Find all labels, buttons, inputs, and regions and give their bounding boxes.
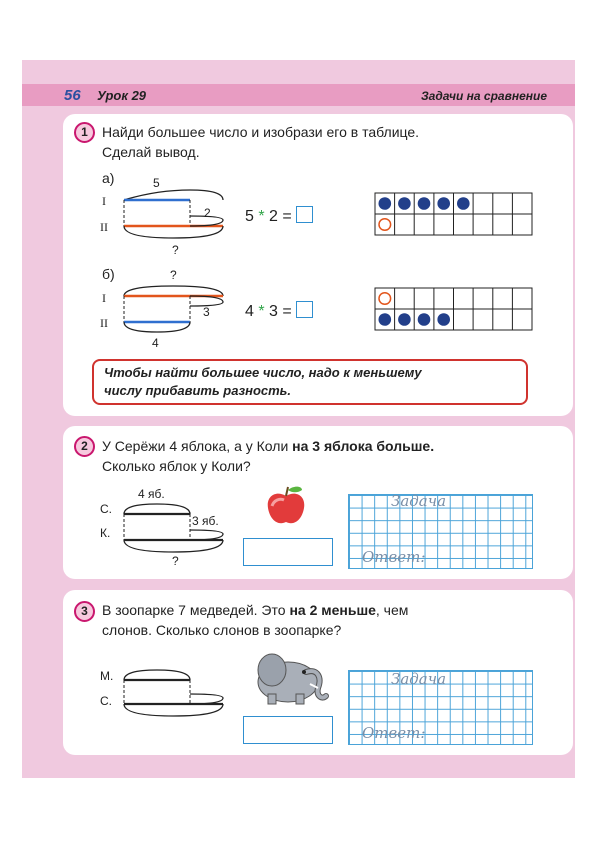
part-b-eq-star: * bbox=[258, 303, 265, 320]
part-b-eq-right: 3 bbox=[269, 303, 278, 320]
part-b-side-value: 3 bbox=[203, 305, 210, 319]
task3-text-line1 bbox=[102, 600, 408, 620]
part-a-table bbox=[375, 193, 535, 237]
part-b-bottom-value: 4 bbox=[152, 336, 159, 350]
part-a-row2: II bbox=[100, 220, 108, 234]
part-a-bottom-value: ? bbox=[172, 243, 179, 257]
part-b-row2: II bbox=[100, 316, 108, 330]
part-b-answer-box[interactable] bbox=[296, 301, 313, 318]
part-a-row1: I bbox=[102, 194, 106, 208]
task3-grid-title: Задача bbox=[391, 670, 447, 688]
task3-diagram bbox=[120, 666, 230, 722]
task3-text-bold: на 2 меньше bbox=[289, 602, 376, 618]
topic-title: Задачи на сравнение bbox=[420, 89, 547, 103]
part-b-equation bbox=[245, 301, 313, 321]
part-b-table bbox=[375, 288, 535, 332]
rule-line2: числу прибавить разность. bbox=[104, 383, 292, 398]
apple-image bbox=[264, 484, 308, 528]
part-b-label: б) bbox=[102, 266, 115, 282]
task2-text-line2: Сколько яблок у Коли? bbox=[102, 458, 251, 474]
task3-label-top: М. bbox=[100, 669, 114, 683]
task3-text-before: В зоопарке 7 медведей. Это bbox=[102, 602, 290, 618]
task3-text-line2: слонов. Сколько слонов в зоопарке? bbox=[102, 622, 342, 638]
part-a-top-value: 5 bbox=[153, 176, 160, 190]
task2-side-value: 3 яб. bbox=[192, 514, 219, 528]
task3-number: 3 bbox=[74, 601, 95, 622]
task2-top-value: 4 яб. bbox=[138, 487, 165, 501]
task1-number: 1 bbox=[74, 122, 95, 143]
task2-text-bold: на 3 яблока больше. bbox=[292, 438, 435, 454]
part-a-side-value: 2 bbox=[204, 206, 211, 220]
task3-grid-answer: Ответ: bbox=[362, 724, 426, 742]
task2-grid-title: Задача bbox=[391, 492, 447, 510]
task2-diagram bbox=[120, 500, 230, 556]
part-a-eq-sign: = bbox=[282, 208, 292, 225]
task1-text-line1: Найди большее число и изобрази его в таблице. bbox=[102, 124, 420, 140]
task2-grid-answer: Ответ: bbox=[362, 548, 426, 566]
task2-text-line1 bbox=[102, 436, 434, 456]
task3-answer-box[interactable] bbox=[243, 716, 333, 744]
task2-text-before: У Серёжи 4 яблока, а у Коли bbox=[102, 438, 293, 454]
part-b-top-value: ? bbox=[170, 268, 177, 282]
task2-answer-box[interactable] bbox=[243, 538, 333, 566]
part-a-eq-star: * bbox=[258, 208, 265, 225]
part-a-diagram bbox=[120, 190, 230, 240]
page-number: 56 bbox=[64, 87, 81, 104]
rule-box bbox=[92, 359, 528, 405]
task2-label-bottom: К. bbox=[100, 526, 111, 540]
part-b-eq-sign: = bbox=[282, 303, 292, 320]
task1-text-line2: Сделай вывод. bbox=[102, 144, 200, 160]
task3-text-after: , чем bbox=[375, 602, 409, 618]
part-a-answer-box[interactable] bbox=[296, 206, 313, 223]
part-a-label: а) bbox=[102, 170, 115, 186]
rule-line1: Чтобы найти большее число, надо к меньшему bbox=[104, 365, 422, 380]
task3-label-bottom: С. bbox=[100, 694, 112, 708]
part-a-eq-left: 5 bbox=[245, 208, 254, 225]
part-b-eq-left: 4 bbox=[245, 303, 254, 320]
task2-number: 2 bbox=[74, 436, 95, 457]
elephant-image bbox=[248, 646, 332, 708]
part-b-diagram bbox=[120, 286, 230, 336]
part-b-row1: I bbox=[102, 291, 106, 305]
part-a-eq-right: 2 bbox=[269, 208, 278, 225]
task2-label-top: С. bbox=[100, 502, 112, 516]
part-a-equation bbox=[245, 206, 313, 226]
lesson-title: Урок 29 bbox=[97, 88, 147, 103]
task2-bottom-value: ? bbox=[172, 554, 179, 568]
workbook-page bbox=[22, 60, 575, 778]
